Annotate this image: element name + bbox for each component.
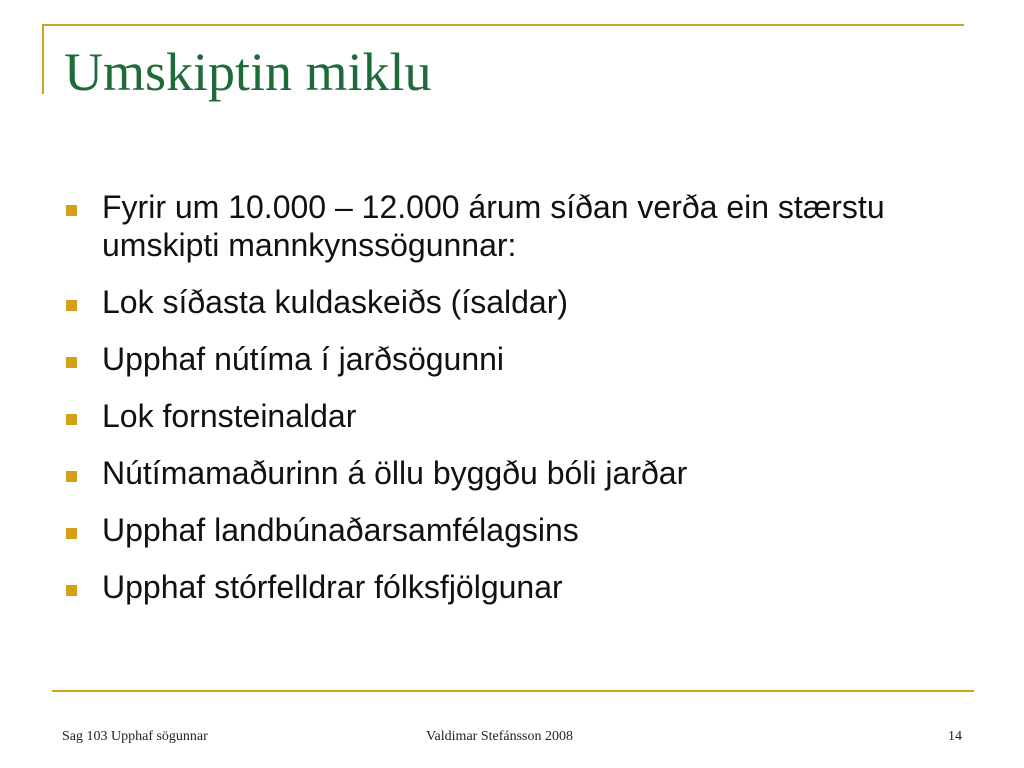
bullet-item	[66, 568, 946, 606]
bullet-text: Fyrir um 10.000 – 12.000 árum síðan verða ein stærstu umskipti mannkynssögunnar:	[102, 189, 885, 263]
bullet-text: Nútímamaðurinn á öllu byggðu bóli jarðar	[102, 455, 688, 491]
bullet-text: Upphaf landbúnaðarsamfélagsins	[102, 512, 579, 548]
footer-page-number: 14	[948, 729, 962, 744]
bullet-item	[66, 283, 946, 321]
bullet-item	[66, 454, 946, 492]
square-bullet-icon	[66, 414, 77, 425]
bullet-item	[66, 511, 946, 549]
square-bullet-icon	[66, 585, 77, 596]
bullet-text: Lok síðasta kuldaskeiðs (ísaldar)	[102, 284, 568, 320]
square-bullet-icon	[66, 205, 77, 216]
square-bullet-icon	[66, 471, 77, 482]
title-frame-left-line	[42, 24, 44, 94]
square-bullet-icon	[66, 528, 77, 539]
footer-divider	[52, 690, 974, 692]
square-bullet-icon	[66, 357, 77, 368]
footer-author: Valdimar Stefánsson 2008	[426, 729, 573, 744]
bullet-text: Lok fornsteinaldar	[102, 398, 357, 434]
bullet-item	[66, 397, 946, 435]
bullet-text: Upphaf nútíma í jarðsögunni	[102, 341, 505, 377]
slide-title: Umskiptin miklu	[64, 42, 432, 102]
bullet-text: Upphaf stórfelldrar fólksfjölgunar	[102, 569, 563, 605]
bullet-item	[66, 188, 946, 264]
bullet-list	[66, 188, 946, 625]
bullet-item	[66, 340, 946, 378]
footer-course-label: Sag 103 Upphaf sögunnar	[62, 729, 208, 744]
square-bullet-icon	[66, 300, 77, 311]
title-frame-top-line	[42, 24, 964, 26]
